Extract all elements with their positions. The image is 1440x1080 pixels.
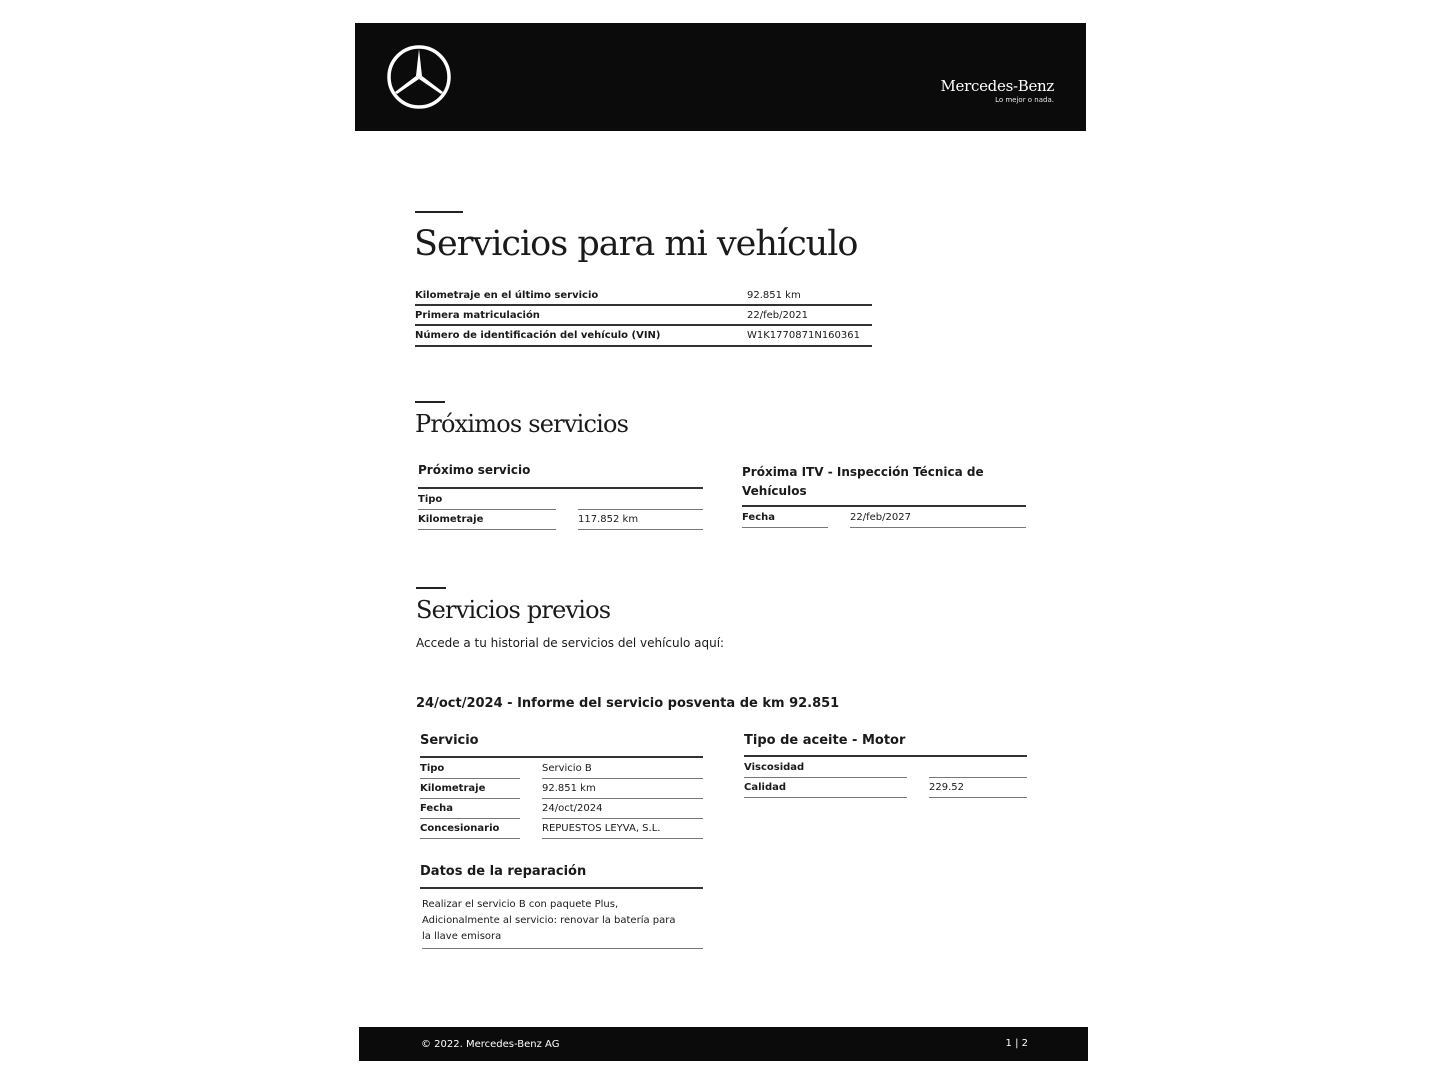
divider <box>418 509 556 510</box>
row-value: 22/feb/2027 <box>850 512 911 523</box>
divider <box>415 345 872 347</box>
repair-line: la llave emisora <box>422 931 502 942</box>
info-label: Kilometraje en el último servicio <box>415 290 599 301</box>
divider <box>420 778 520 779</box>
row-label: Tipo <box>420 763 445 774</box>
page-number: 1 | 2 <box>1005 1038 1028 1049</box>
divider <box>578 509 703 510</box>
mercedes-star-logo-icon <box>385 43 453 111</box>
brand-slogan: Lo mejor o nada. <box>995 96 1054 104</box>
section-title-upcoming: Próximos servicios <box>415 410 629 438</box>
next-service-heading: Próximo servicio <box>418 463 531 477</box>
footer-bar <box>359 1027 1088 1061</box>
report-title: 24/oct/2024 - Informe del servicio posventa de km 92.851 <box>416 696 840 711</box>
divider <box>418 529 556 530</box>
info-label: Número de identificación del vehículo (VIN) <box>415 330 661 341</box>
row-value: 229.52 <box>929 782 964 793</box>
brand-name: Mercedes-Benz <box>940 77 1054 95</box>
divider <box>542 778 703 779</box>
brand-block <box>941 77 1055 105</box>
row-value: 24/oct/2024 <box>542 803 603 814</box>
section-rule <box>415 401 445 403</box>
repair-line: Realizar el servicio B con paquete Plus, <box>422 899 619 910</box>
info-row-mileage <box>415 290 872 310</box>
divider <box>422 948 703 949</box>
divider <box>929 797 1027 798</box>
service-heading: Servicio <box>420 733 479 748</box>
divider <box>742 527 828 528</box>
info-row-vin <box>415 330 872 350</box>
next-itv-heading-line1: Próxima ITV - Inspección Técnica de <box>742 465 984 479</box>
row-label: Fecha <box>420 803 454 814</box>
row-label: Kilometraje <box>420 783 486 794</box>
divider <box>420 838 520 839</box>
info-value: 92.851 km <box>747 290 801 301</box>
info-value: 22/feb/2021 <box>747 310 808 321</box>
divider <box>929 777 1027 778</box>
divider <box>542 798 703 799</box>
divider <box>850 527 1026 528</box>
row-value: REPUESTOS LEYVA, S.L. <box>542 823 661 834</box>
divider <box>744 797 907 798</box>
info-row-registration <box>415 310 872 330</box>
row-label: Viscosidad <box>744 762 805 773</box>
divider <box>744 755 1027 757</box>
row-label: Tipo <box>418 494 443 505</box>
footer-copyright: © 2022. Mercedes-Benz AG <box>421 1039 560 1050</box>
divider <box>420 818 520 819</box>
row-label: Kilometraje <box>418 514 484 525</box>
info-value: W1K1770871N160361 <box>747 330 860 341</box>
divider <box>542 818 703 819</box>
repair-heading: Datos de la reparación <box>420 864 587 879</box>
divider <box>415 304 872 306</box>
divider <box>744 777 907 778</box>
history-intro: Accede a tu historial de servicios del vehículo aquí: <box>416 636 725 650</box>
next-itv-heading <box>742 463 984 501</box>
divider <box>420 798 520 799</box>
title-rule <box>415 211 463 213</box>
next-itv-heading-line2: Vehículos <box>742 484 807 498</box>
row-label: Fecha <box>742 512 776 523</box>
header-bar <box>355 23 1086 131</box>
row-label: Concesionario <box>420 823 500 834</box>
repair-line: Adicionalmente al servicio: renovar la batería para <box>422 915 676 926</box>
divider <box>420 756 703 758</box>
divider <box>542 838 703 839</box>
page-title: Servicios para mi vehículo <box>414 224 858 264</box>
section-rule <box>416 587 446 589</box>
row-value: 92.851 km <box>542 783 596 794</box>
divider <box>578 529 703 530</box>
row-value: Servicio B <box>542 763 592 774</box>
oil-heading: Tipo de aceite - Motor <box>744 733 906 748</box>
row-label: Calidad <box>744 782 787 793</box>
row-value: 117.852 km <box>578 514 639 525</box>
divider <box>742 505 1026 507</box>
info-label: Primera matriculación <box>415 310 540 321</box>
divider <box>418 487 703 489</box>
divider <box>415 324 872 326</box>
section-title-previous: Servicios previos <box>416 596 611 624</box>
divider <box>420 887 703 889</box>
